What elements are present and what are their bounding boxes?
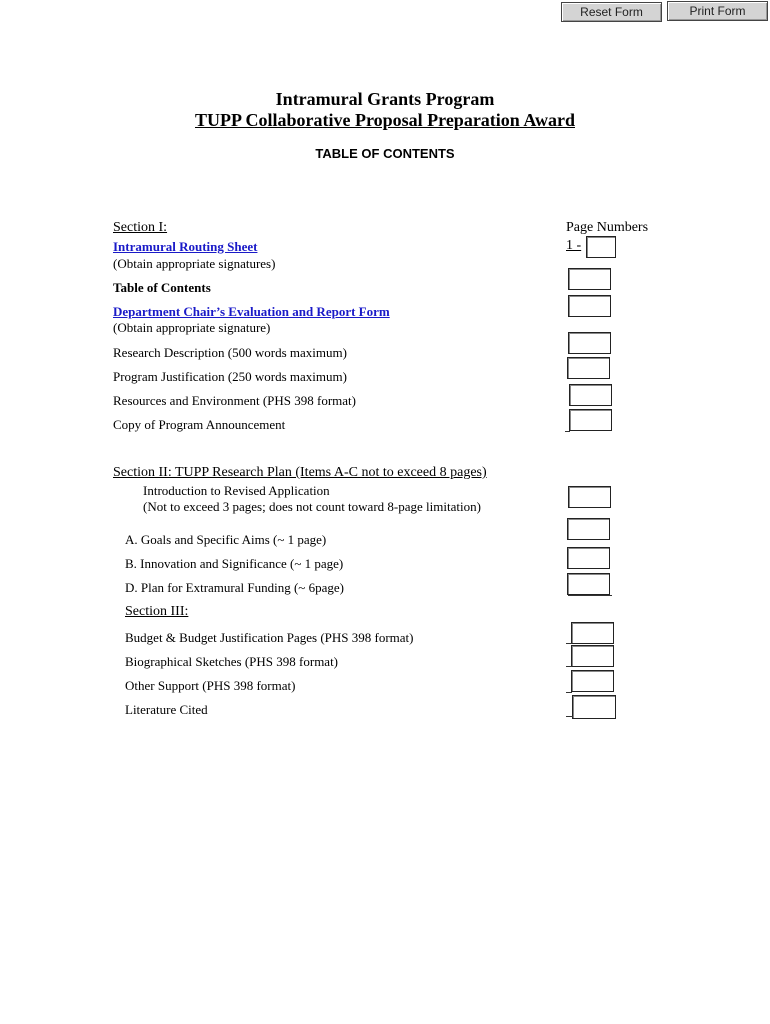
title-line-1: Intramural Grants Program <box>275 89 495 109</box>
table-of-contents-item: Table of Contents <box>113 280 211 295</box>
title-line-2: TUPP Collaborative Proposal Preparation Award <box>195 110 575 130</box>
goals-specific-aims-item: A. Goals and Specific Aims (~ 1 page) <box>125 532 327 547</box>
budget-item: Budget & Budget Justification Pages (PHS 398 format) <box>125 630 414 645</box>
dept-chair-note: (Obtain appropriate signature) <box>113 320 271 335</box>
page-innovation-field[interactable] <box>567 547 610 569</box>
field-tick <box>565 431 570 432</box>
page-program-announcement-field[interactable] <box>569 409 612 431</box>
intro-revised-application: Introduction to Revised Application <box>143 483 330 498</box>
first-page-prefix: 1 - <box>566 238 582 253</box>
section-1-heading: Section I: <box>113 220 168 235</box>
page-extramural-field[interactable] <box>567 573 610 595</box>
resources-environment-item: Resources and Environment (PHS 398 format) <box>113 393 356 408</box>
page-program-justification-field[interactable] <box>567 357 610 379</box>
biosketches-item: Biographical Sketches (PHS 398 format) <box>125 654 339 669</box>
program-announcement-item: Copy of Program Announcement <box>113 417 286 432</box>
intro-revised-note: (Not to exceed 3 pages; does not count toward 8-page limitation) <box>143 499 481 514</box>
literature-cited-item: Literature Cited <box>125 702 208 717</box>
reset-form-button[interactable]: Reset Form <box>561 2 662 22</box>
section-3-heading: Section III: <box>125 604 189 619</box>
print-form-button[interactable]: Print Form <box>667 1 768 21</box>
page-research-description-field[interactable] <box>568 332 611 354</box>
other-support-item: Other Support (PHS 398 format) <box>125 678 296 693</box>
field-tick <box>566 643 572 644</box>
extramural-funding-item: D. Plan for Extramural Funding (~ 6page) <box>125 580 344 595</box>
innovation-significance-item: B. Innovation and Significance (~ 1 page) <box>125 556 344 571</box>
page-table-of-contents-field[interactable] <box>568 268 611 290</box>
intramural-routing-sheet-link[interactable]: Intramural Routing Sheet <box>113 239 258 254</box>
page-literature-field[interactable] <box>572 695 616 719</box>
field-tick <box>566 692 572 693</box>
page-budget-field[interactable] <box>571 622 614 644</box>
page-other-support-field[interactable] <box>571 670 614 692</box>
program-justification-item: Program Justification (250 words maximum) <box>113 369 347 384</box>
field-tick <box>566 716 573 717</box>
page-routing-sheet-field[interactable] <box>586 236 616 258</box>
page-numbers-label: Page Numbers <box>566 220 649 235</box>
toc-heading: TABLE OF CONTENTS <box>315 146 455 161</box>
research-description-item: Research Description (500 words maximum) <box>113 345 347 360</box>
page-resources-environment-field[interactable] <box>569 384 612 406</box>
field-tick <box>566 666 572 667</box>
routing-sheet-note: (Obtain appropriate signatures) <box>113 256 276 271</box>
page-introduction-field[interactable] <box>568 486 611 508</box>
department-chair-form-link[interactable]: Department Chair’s Evaluation and Report Form <box>113 304 390 319</box>
page-dept-chair-field[interactable] <box>568 295 611 317</box>
page-biosketches-field[interactable] <box>571 645 614 667</box>
field-underline <box>568 595 612 596</box>
page-goals-field[interactable] <box>567 518 610 540</box>
section-2-heading: Section II: TUPP Research Plan (Items A-C not to exceed 8 pages) <box>113 465 487 480</box>
